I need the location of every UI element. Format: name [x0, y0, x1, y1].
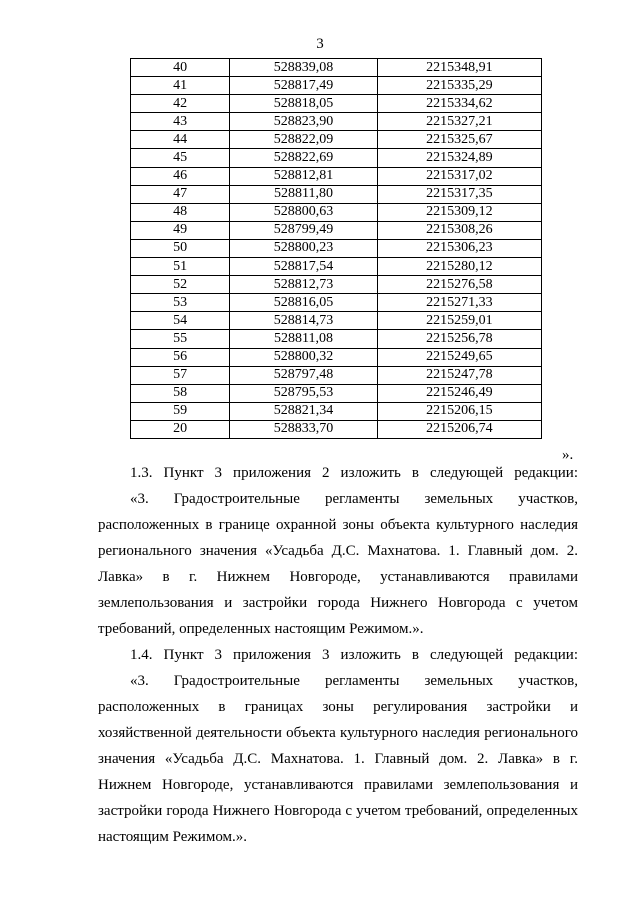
table-row [131, 113, 542, 131]
point-number-cell: 43 [131, 113, 230, 131]
y-coordinate-cell: 2215317,35 [377, 185, 541, 203]
point-number-cell: 44 [131, 131, 230, 149]
table-row [131, 366, 542, 384]
section-1-4-line: настоящим Режимом.». [98, 829, 248, 845]
section-1-4-text [98, 668, 578, 850]
point-number-cell: 20 [131, 420, 230, 438]
section-1-4-line: хозяйственной деятельности объекта культурного наследия регионального [98, 725, 578, 741]
coordinates-table [130, 58, 542, 439]
section-1-4-line: Нижнем Новгороде, устанавливаются правилами землепользования и [98, 777, 578, 793]
x-coordinate-cell: 528833,70 [230, 420, 377, 438]
y-coordinate-cell: 2215246,49 [377, 384, 541, 402]
section-1-3-text [98, 486, 578, 642]
table-row [131, 420, 542, 438]
table-row [131, 167, 542, 185]
y-coordinate-cell: 2215256,78 [377, 330, 541, 348]
y-coordinate-cell: 2215249,65 [377, 348, 541, 366]
point-number-cell: 45 [131, 149, 230, 167]
x-coordinate-cell: 528816,05 [230, 294, 377, 312]
x-coordinate-cell: 528800,63 [230, 203, 377, 221]
x-coordinate-cell: 528818,05 [230, 95, 377, 113]
section-1-4-heading: 1.4. Пункт 3 приложения 3 изложить в следующей редакции: [130, 647, 578, 663]
point-number-cell: 40 [131, 59, 230, 77]
section-1-4-line: расположенных в границах зоны регулирования застройки и [98, 699, 578, 715]
x-coordinate-cell: 528817,54 [230, 258, 377, 276]
y-coordinate-cell: 2215335,29 [377, 77, 541, 95]
table-row [131, 258, 542, 276]
x-coordinate-cell: 528812,73 [230, 276, 377, 294]
y-coordinate-cell: 2215271,33 [377, 294, 541, 312]
table-row [131, 221, 542, 239]
y-coordinate-cell: 2215327,21 [377, 113, 541, 131]
x-coordinate-cell: 528823,90 [230, 113, 377, 131]
x-coordinate-cell: 528822,69 [230, 149, 377, 167]
table-row [131, 276, 542, 294]
y-coordinate-cell: 2215324,89 [377, 149, 541, 167]
table-row [131, 384, 542, 402]
table-row [131, 330, 542, 348]
table-row [131, 77, 542, 95]
section-1-3-line: регионального значения «Усадьба Д.С. Махнатова. 1. Главный дом. 2. [98, 543, 578, 559]
table-row [131, 402, 542, 420]
point-number-cell: 49 [131, 221, 230, 239]
point-number-cell: 46 [131, 167, 230, 185]
point-number-cell: 59 [131, 402, 230, 420]
table-row [131, 348, 542, 366]
point-number-cell: 53 [131, 294, 230, 312]
section-1-3-line: «3. Градостроительные регламенты земельных участков, [130, 491, 578, 507]
table-closing-quote: ». [562, 447, 574, 463]
table-row [131, 312, 542, 330]
y-coordinate-cell: 2215306,23 [377, 239, 541, 257]
y-coordinate-cell: 2215325,67 [377, 131, 541, 149]
table-row [131, 294, 542, 312]
table-row [131, 185, 542, 203]
x-coordinate-cell: 528800,32 [230, 348, 377, 366]
point-number-cell: 50 [131, 239, 230, 257]
section-1-4-line: «3. Градостроительные регламенты земельных участков, [130, 673, 578, 689]
point-number-cell: 47 [131, 185, 230, 203]
section-1-3-heading: 1.3. Пункт 3 приложения 2 изложить в следующей редакции: [130, 465, 578, 481]
y-coordinate-cell: 2215259,01 [377, 312, 541, 330]
point-number-cell: 54 [131, 312, 230, 330]
section-1-3-line: требований, определенных настоящим Режимом.». [98, 621, 424, 637]
x-coordinate-cell: 528811,80 [230, 185, 377, 203]
y-coordinate-cell: 2215247,78 [377, 366, 541, 384]
table-row [131, 149, 542, 167]
y-coordinate-cell: 2215206,15 [377, 402, 541, 420]
point-number-cell: 41 [131, 77, 230, 95]
y-coordinate-cell: 2215308,26 [377, 221, 541, 239]
x-coordinate-cell: 528814,73 [230, 312, 377, 330]
x-coordinate-cell: 528821,34 [230, 402, 377, 420]
x-coordinate-cell: 528800,23 [230, 239, 377, 257]
x-coordinate-cell: 528817,49 [230, 77, 377, 95]
section-1-4-line: застройки города Нижнего Новгорода с учетом требований, определенных [98, 803, 578, 819]
point-number-cell: 52 [131, 276, 230, 294]
x-coordinate-cell: 528822,09 [230, 131, 377, 149]
x-coordinate-cell: 528839,08 [230, 59, 377, 77]
page-number: 3 [316, 36, 324, 52]
section-1-3-line: землепользования и застройки города Нижнего Новгорода с учетом [98, 595, 578, 611]
y-coordinate-cell: 2215317,02 [377, 167, 541, 185]
point-number-cell: 55 [131, 330, 230, 348]
x-coordinate-cell: 528799,49 [230, 221, 377, 239]
x-coordinate-cell: 528812,81 [230, 167, 377, 185]
table-row [131, 95, 542, 113]
point-number-cell: 58 [131, 384, 230, 402]
section-1-3-line: Лавка» в г. Нижнем Новгороде, устанавливаются правилами [98, 569, 578, 585]
section-1-4-line: значения «Усадьба Д.С. Махнатова. 1. Главный дом. 2. Лавка» в г. [98, 751, 578, 767]
table-row [131, 59, 542, 77]
y-coordinate-cell: 2215206,74 [377, 420, 541, 438]
point-number-cell: 42 [131, 95, 230, 113]
table-row [131, 203, 542, 221]
y-coordinate-cell: 2215334,62 [377, 95, 541, 113]
y-coordinate-cell: 2215280,12 [377, 258, 541, 276]
table-row [131, 131, 542, 149]
x-coordinate-cell: 528797,48 [230, 366, 377, 384]
table-row [131, 239, 542, 257]
point-number-cell: 48 [131, 203, 230, 221]
y-coordinate-cell: 2215309,12 [377, 203, 541, 221]
y-coordinate-cell: 2215276,58 [377, 276, 541, 294]
point-number-cell: 56 [131, 348, 230, 366]
point-number-cell: 57 [131, 366, 230, 384]
x-coordinate-cell: 528795,53 [230, 384, 377, 402]
y-coordinate-cell: 2215348,91 [377, 59, 541, 77]
section-1-3-line: расположенных в границе охранной зоны объекта культурного наследия [98, 517, 578, 533]
x-coordinate-cell: 528811,08 [230, 330, 377, 348]
point-number-cell: 51 [131, 258, 230, 276]
